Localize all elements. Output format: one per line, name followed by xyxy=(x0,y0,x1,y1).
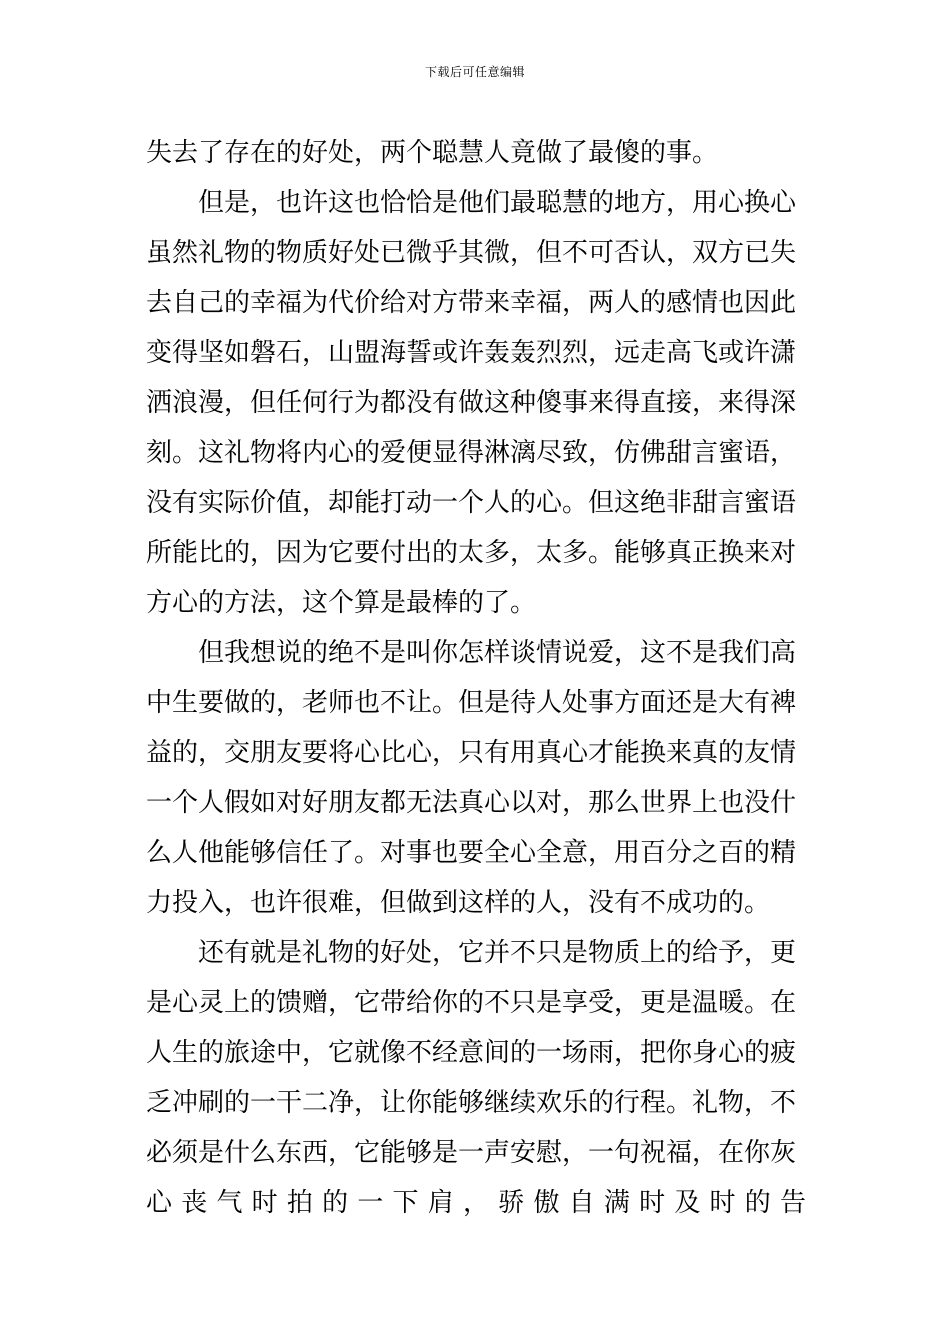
text-line: 洒浪漫，但任何行为都没有做这种傻事来得直接，来得深 xyxy=(146,388,797,418)
text-line: 方心的方法，这个算是最棒的了。 xyxy=(146,588,537,618)
text-line: 是心灵上的馈赠，它带给你的不只是享受，更是温暖。在 xyxy=(146,988,797,1018)
text-line: 力投入，也许很难，但做到这样的人，没有不成功的。 xyxy=(146,888,771,918)
text-line: 乏冲刷的一干二净，让你能够继续欢乐的行程。礼物，不 xyxy=(146,1088,797,1118)
text-line: 失去了存在的好处，两个聪慧人竟做了最傻的事。 xyxy=(146,138,719,168)
text-line: 么人他能够信任了。对事也要全心全意，用百分之百的精 xyxy=(146,838,797,868)
text-line: 益的，交朋友要将心比心，只有用真心才能换来真的友情 xyxy=(146,738,797,768)
text-line: 变得坚如磐石，山盟海誓或许轰轰烈烈，远走高飞或许潇 xyxy=(146,338,797,368)
text-line: 去自己的幸福为代价给对方带来幸福，两人的感情也因此 xyxy=(146,288,797,318)
text-line: 虽然礼物的物质好处已微乎其微，但不可否认，双方已失 xyxy=(146,238,797,268)
page-header: 下载后可任意编辑 xyxy=(424,65,525,79)
text-line: 没有实际价值，却能打动一个人的心。但这绝非甜言蜜语 xyxy=(146,488,797,518)
paragraph-first-line: 但是，也许这也恰恰是他们最聪慧的地方，用心换心 xyxy=(198,188,797,218)
body-text xyxy=(146,128,806,1228)
text-line: 一个人假如对好朋友都无法真心以对，那么世界上也没什 xyxy=(146,788,797,818)
text-line: 必须是什么东西，它能够是一声安慰，一句祝福，在你灰 xyxy=(146,1138,797,1168)
text-line: 所能比的，因为它要付出的太多，太多。能够真正换来对 xyxy=(146,538,797,568)
paragraph-first-line: 还有就是礼物的好处，它并不只是物质上的给予，更 xyxy=(198,938,797,968)
text-line: 人生的旅途中，它就像不经意间的一场雨，把你身心的疲 xyxy=(146,1038,797,1068)
paragraph-first-line: 但我想说的绝不是叫你怎样谈情说爱，这不是我们高 xyxy=(198,638,797,668)
text-line: 中生要做的，老师也不让。但是待人处事方面还是大有裨 xyxy=(146,688,797,718)
text-line-justified: 心 丧 气 时 拍 的 一 下 肩 ， 骄 傲 自 满 时 及 时 的 告 xyxy=(146,1188,806,1218)
text-line: 刻。这礼物将内心的爱便显得淋漓尽致，仿佛甜言蜜语， xyxy=(146,438,797,468)
